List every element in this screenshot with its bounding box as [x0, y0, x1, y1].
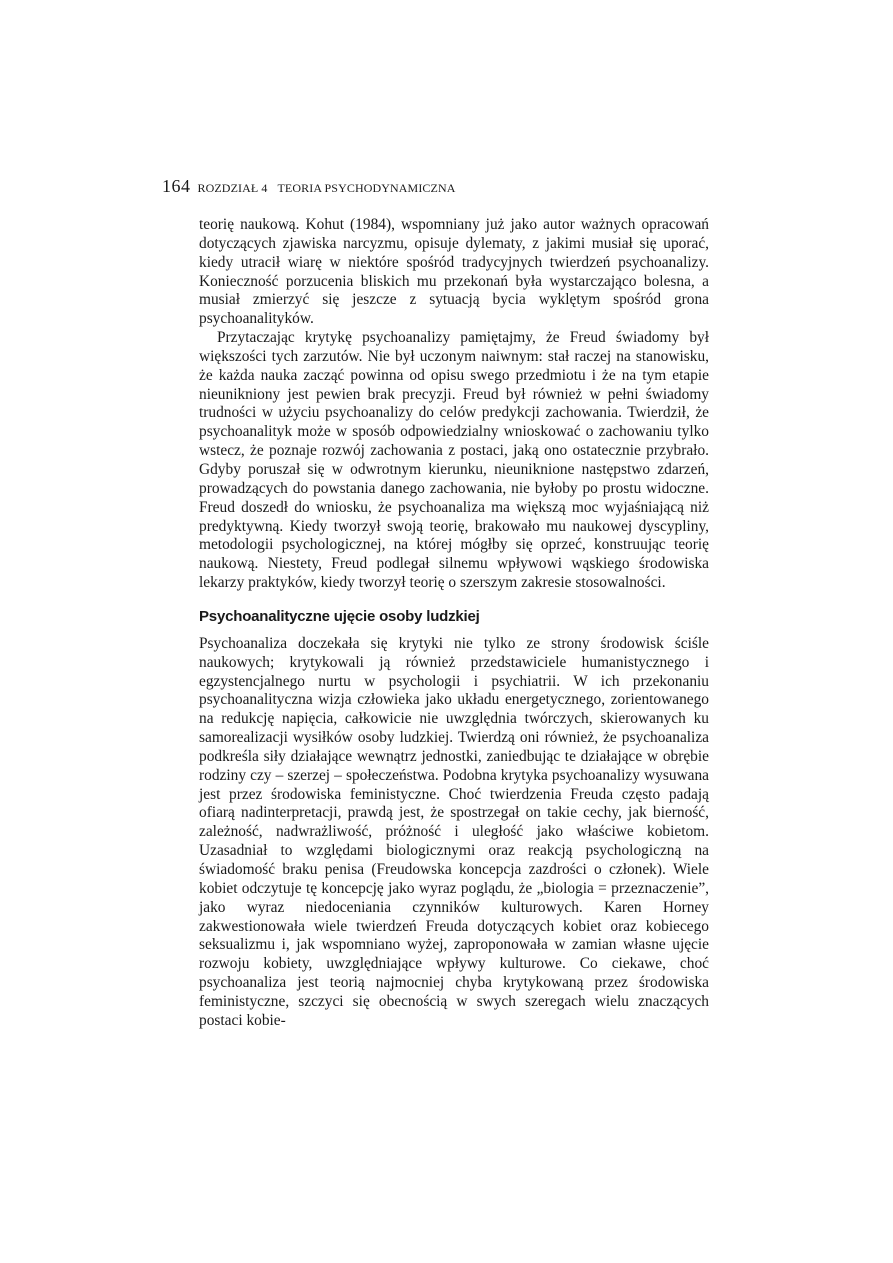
paragraph: teorię naukową. Kohut (1984), wspomniany już jako autor ważnych opracowań dotyczących zjawiska narcyzmu, opisuje dylematy, z jakimi musiał się uporać, kiedy utracił wiarę w niektóre spośród tradycyjnych twierdzeń psychoanalizy. Konieczność porzucenia bliskich mu przekonań była wystarczająco bolesna, a musiał zmierzyć się jeszcze z sytuacją bycia wyklętym spośród grona psychoanalityków. — [199, 216, 709, 328]
running-head — [162, 176, 722, 197]
chapter-label: ROZDZIAŁ 4 — [197, 181, 268, 195]
page-number: 164 — [162, 176, 191, 196]
body-text — [199, 216, 709, 1031]
paragraph: Psychoanaliza doczekała się krytyki nie tylko ze strony środowisk ściśle naukowych; krytykowali ją również przedstawiciele humanistycznego i egzystencjalnego nurtu w psychologii i psychiatrii. W ich przekonaniu psychoanalityczna wizja człowieka jako układu energetycznego, zorientowanego na redukcję napięcia, całkowicie nie uwzględnia twórczych, skierowanych ku samorealizacji wysiłków osoby ludzkiej. Twierdzą oni również, że psychoanaliza podkreśla siły działające wewnątrz jednostki, zaniedbując te działające w obrębie rodziny czy – szerzej – społeczeństwa. Podobna krytyka psychoanalizy wysuwana jest przez środowiska feministyczne. Choć twierdzenia Freuda często padają ofiarą nadinterpretacji, prawdą jest, że spostrzegał on takie cechy, jak bierność, zależność, nadwrażliwość, próżność i uległość jako właściwe kobietom. Uzasadniał to względami biologicznymi oraz reakcją psychologiczną na świadomość braku penisa (Freudowska koncepcja zazdrości o członek). Wiele kobiet odczytuje tę koncepcję jako wyraz poglądu, że „biologia = przeznaczenie”, jako wyraz niedoceniania czynników kulturowych. Karen Horney zakwestionowała wiele twierdzeń Freuda dotyczących kobiet oraz kobiecego seksualizmu i, jak wspomniano wyżej, zaproponowała w zamian własne ujęcie rozwoju kobiety, uwzględniające wpływy kulturowe. Co ciekawe, choć psychoanaliza jest teorią najmocniej chyba krytykowaną przez środowiska feministyczne, szczyci się obecnością w swych szeregach wielu znaczących postaci kobie- — [199, 634, 709, 1029]
section-heading: Psychoanalityczne ujęcie osoby ludzkiej — [199, 607, 480, 625]
chapter-title: TEORIA PSYCHODYNAMICZNA — [277, 181, 456, 195]
paragraph: Przytaczając krytykę psychoanalizy pamiętajmy, że Freud świadomy był większości tych zarzutów. Nie był uczonym naiwnym: stał raczej na stanowisku, że każda nauka zacząć powinna od opisu swego przedmiotu i że na tym etapie nieunikniony jest pewien brak precyzji. Freud był również w pełni świadomy trudności w użyciu psychoanalizy do celów predykcji zachowania. Twierdził, że psychoanalityk może w sposób odpowiedzialny wnioskować o zachowaniu tylko wstecz, że poznaje rozwój zachowania z postaci, jaką ono ostatecznie przybrało. Gdyby poruszał się w odwrotnym kierunku, nieuniknione następstwo zdarzeń, prowadzących do powstania danego zachowania, nie byłoby po prostu widoczne. Freud doszedł do wniosku, że psychoanaliza ma większą moc wyjaśniającą niż predyktywną. Kiedy tworzył swoją teorię, brakowało mu naukowej dyscypliny, metodologii psychologicznej, na której mógłby się oprzeć, konstruując teorię naukową. Niestety, Freud podlegał silnemu wpływowi wąskiego środowiska lekarzy praktyków, kiedy tworzył teorię o szerszym zakresie stosowalności. — [199, 329, 709, 592]
